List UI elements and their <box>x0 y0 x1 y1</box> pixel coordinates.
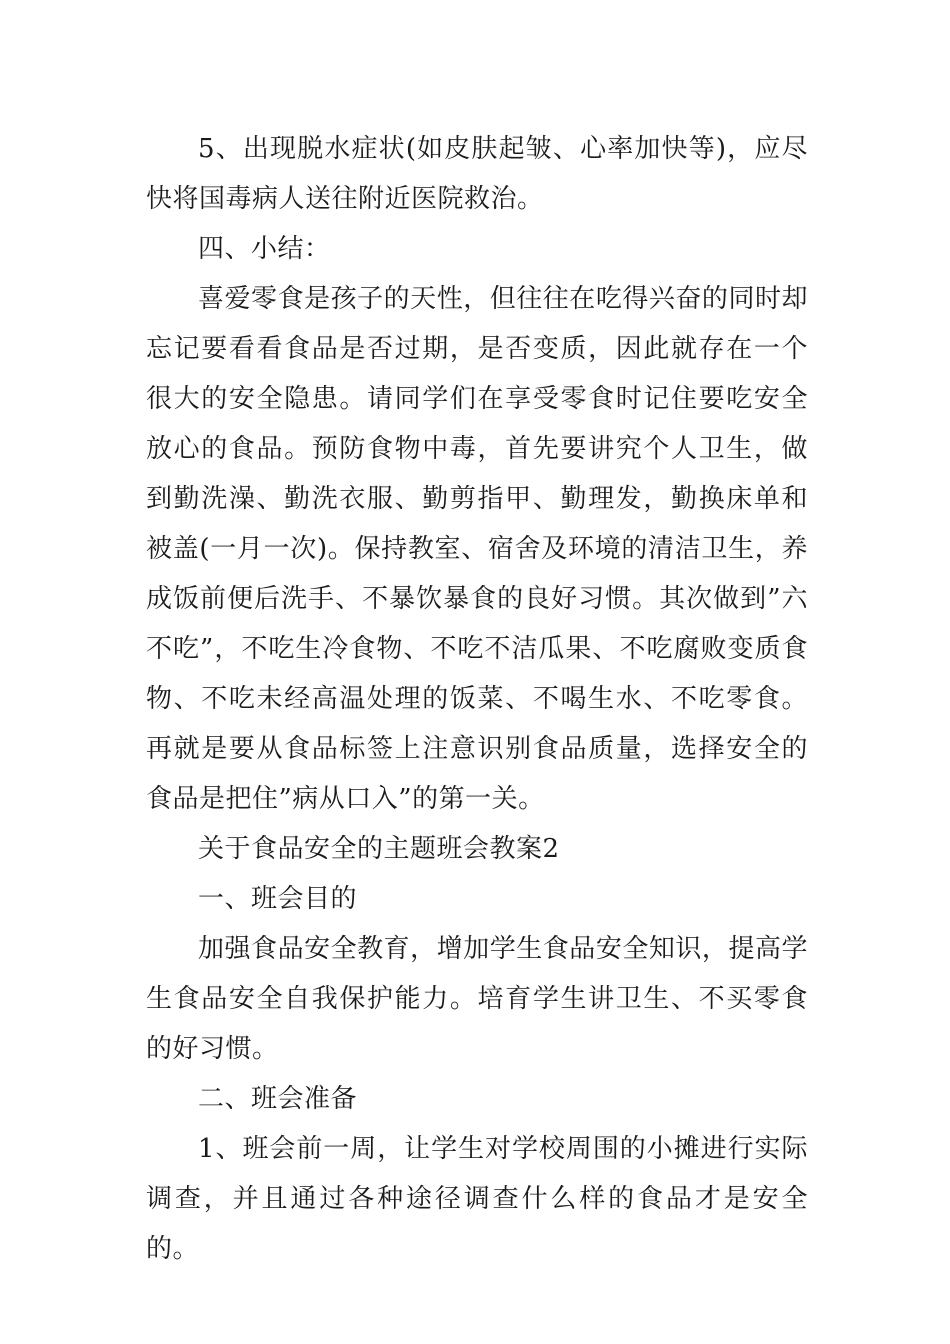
paragraph-preparation-step-1: 1、班会前一周，让学生对学校周围的小摊进行实际调查，并且通过各种途径调查什么样的食品才是安全的。 <box>146 1134 808 1264</box>
document-body <box>146 124 808 1274</box>
paragraph-summary-body: 喜爱零食是孩子的天性，但往往在吃得兴奋的同时却忘记要看看食品是否过期，是否变质，因此就存在一个很大的安全隐患。请同学们在享受零食时记住要吃安全放心的食品。预防食物中毒，首先要讲究个人卫生，做到勤洗澡、勤洗衣服、勤剪指甲、勤理发，勤换床单和被盖(一月一次)。保持教室、宿舍及环境的清洁卫生，养成饭前便后洗手、不暴饮暴食的良好习惯。其次做到”六不吃”，不吃生冷食物、不吃不洁瓜果、不吃腐败变质食物、不吃未经高温处理的饭菜、不喝生水、不吃零食。再就是要从食品标签上注意识别食品质量，选择安全的食品是把住”病从口入”的第一关。 <box>146 284 808 814</box>
heading-meeting-purpose: 一、班会目的 <box>198 884 358 914</box>
paragraph-dehydration-step: 5、出现脱水症状(如皮肤起皱、心率加快等)，应尽快将国毒病人送往附近医院救治。 <box>146 134 808 214</box>
heading-lesson-plan-2: 关于食品安全的主题班会教案2 <box>198 834 560 864</box>
heading-summary: 四、小结： <box>198 234 331 264</box>
heading-meeting-preparation: 二、班会准备 <box>198 1084 358 1114</box>
paragraph-meeting-purpose: 加强食品安全教育，增加学生食品安全知识，提高学生食品安全自我保护能力。培育学生讲卫生、不买零食的好习惯。 <box>146 934 808 1064</box>
